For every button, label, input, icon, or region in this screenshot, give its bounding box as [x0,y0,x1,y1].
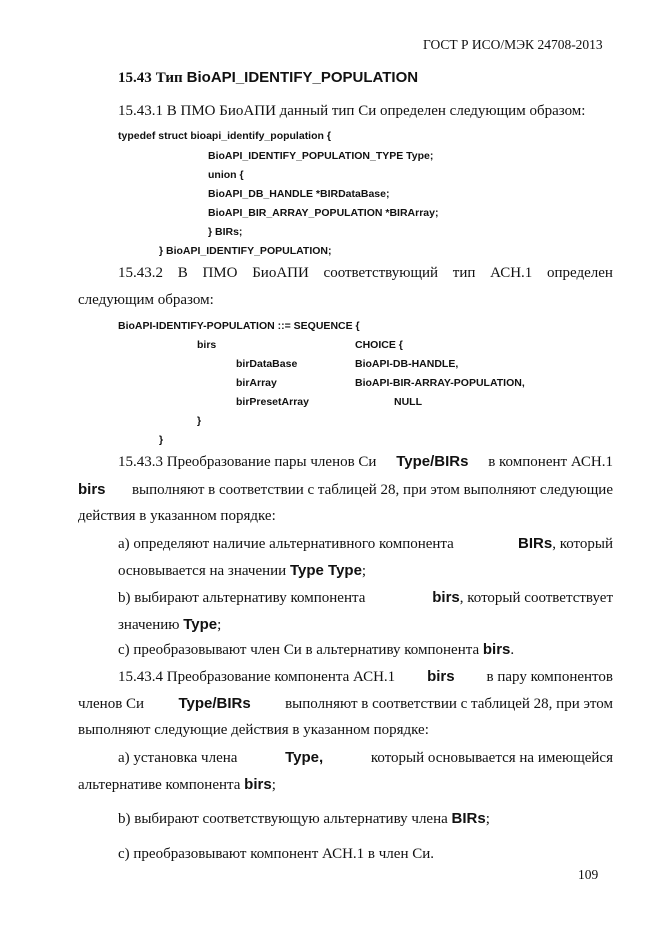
code-term: Type [183,616,218,633]
text: . [510,642,515,658]
code-line: BioAPI_BIR_ARRAY_POPULATION *BIRArray; [208,207,439,219]
list-item-b-line1 [118,589,613,607]
text: , который [552,536,613,552]
page-number: 109 [578,867,599,882]
code-term: birs [427,668,455,685]
text: значению [118,617,180,633]
code-term: BIRs [518,535,553,552]
list-item-a2-line1 [118,749,613,767]
code-term: / [430,453,435,470]
list-item-a-line1 [118,535,613,553]
word: тип [452,265,476,281]
text: b) выбирают соответствующую альтернативу члена [118,811,448,827]
paragraph-15-43-4-line1 [118,668,613,686]
text: выполняют в соответствии с таблицей 28, при этом [285,696,613,712]
word: 15.43.2 [118,265,163,281]
text: а) определяют наличие альтернативного компонента [118,536,454,552]
paragraph-15-43-4-line3: выполняют следующие действия в указанном порядке: [78,722,429,738]
code-term: birs [244,776,272,793]
word: В [177,265,188,281]
code-term: Type, [285,749,324,766]
word: БиоАПИ [252,265,309,281]
asn-row-type: BioAPI-BIR-ARRAY-POPULATION, [355,377,525,389]
asn-field: birs [197,339,217,351]
paragraph-15-43-3-line3: действия в указанном порядке: [78,508,276,524]
word: АСН.1 [490,265,533,281]
asn-choice: CHOICE { [355,339,403,351]
text: выполняют в соответствии с таблицей 28, при этом выполняют следующие [131,482,613,498]
asn-row-type: BioAPI-DB-HANDLE, [355,358,459,370]
paragraph-15-43-2-line2: следующим образом: [78,292,214,308]
text: основывается на значении [118,563,287,579]
list-item-b2 [118,810,490,828]
code-term: Type [178,695,213,712]
word: определен [547,265,613,281]
code-line: BioAPI_IDENTIFY_POPULATION_TYPE Type; [208,150,434,162]
code-line: BioAPI_DB_HANDLE *BIRDataBase; [208,188,390,200]
text: , который соответствует [459,590,613,606]
code-line: typedef struct bioapi_identify_population { [118,130,331,142]
asn-row-name: birPresetArray [236,396,309,408]
text: членов Си [78,696,145,712]
text: ; [271,777,276,793]
list-item-a2-line2 [78,776,276,794]
text: альтернативе компонента [78,777,241,793]
asn-row-name: birArray [236,377,277,389]
code-term: BIRs [451,810,486,827]
list-item-c [118,641,514,659]
paragraph-15-43-4-line2 [78,695,613,713]
asn-close-inner: } [197,415,202,427]
asn-row-type: NULL [394,396,422,408]
running-header: ГОСТ Р ИСО/МЭК 24708-2013 [423,37,603,52]
asn-head: BioAPI-IDENTIFY-POPULATION ::= SEQUENCE { [118,320,360,332]
list-item-c2: с) преобразовывают компонент АСН.1 в член Си. [118,846,435,862]
paragraph-15-43-2-line1 [118,265,613,282]
text: ; [217,617,222,633]
list-item-a-line2 [118,562,366,580]
section-number: 15.43 [118,70,152,86]
asn-close-outer: } [159,434,164,446]
text: с) преобразовывают член Си в альтернативу компонента [118,642,480,658]
code-line: } BioAPI_IDENTIFY_POPULATION; [159,245,332,257]
text: а) установка члена [118,750,238,766]
text: 15.43.3 Преобразование пары членов Си [118,454,377,470]
word: соответствующий [323,265,439,281]
code-term: / [212,695,217,712]
code-term: birs [432,589,460,606]
text: ; [361,563,367,579]
text: в компонент АСН.1 [488,454,613,470]
code-term: birs [78,481,106,498]
code-term: birs [482,641,511,658]
list-item-b-line2 [118,616,221,634]
text: b) выбирают альтернативу компонента [118,590,366,606]
code-term: BIRs [434,453,469,470]
paragraph-15-43-1: 15.43.1 В ПМО БиоАПИ данный тип Си определен следующим образом: [118,103,586,119]
asn-row-name: birDataBase [236,358,298,370]
code-term: BIRs [216,695,251,712]
code-term: Type [396,453,431,470]
section-title-prefix: Тип [155,70,183,86]
paragraph-15-43-3-line1 [118,453,613,471]
paragraph-15-43-3-line2 [78,481,613,499]
text: который основывается на имеющейся [370,750,613,766]
code-line: } BIRs; [208,226,243,238]
word: ПМО [202,265,238,281]
code-term: Type Type [289,562,362,579]
section-title [118,69,418,87]
section-title-name: BioAPI_IDENTIFY_POPULATION [186,69,419,86]
code-line: union { [208,169,244,181]
text: 15.43.4 Преобразование компонента АСН.1 [118,669,396,685]
text: в пару компонентов [486,669,613,685]
text: ; [485,811,490,827]
